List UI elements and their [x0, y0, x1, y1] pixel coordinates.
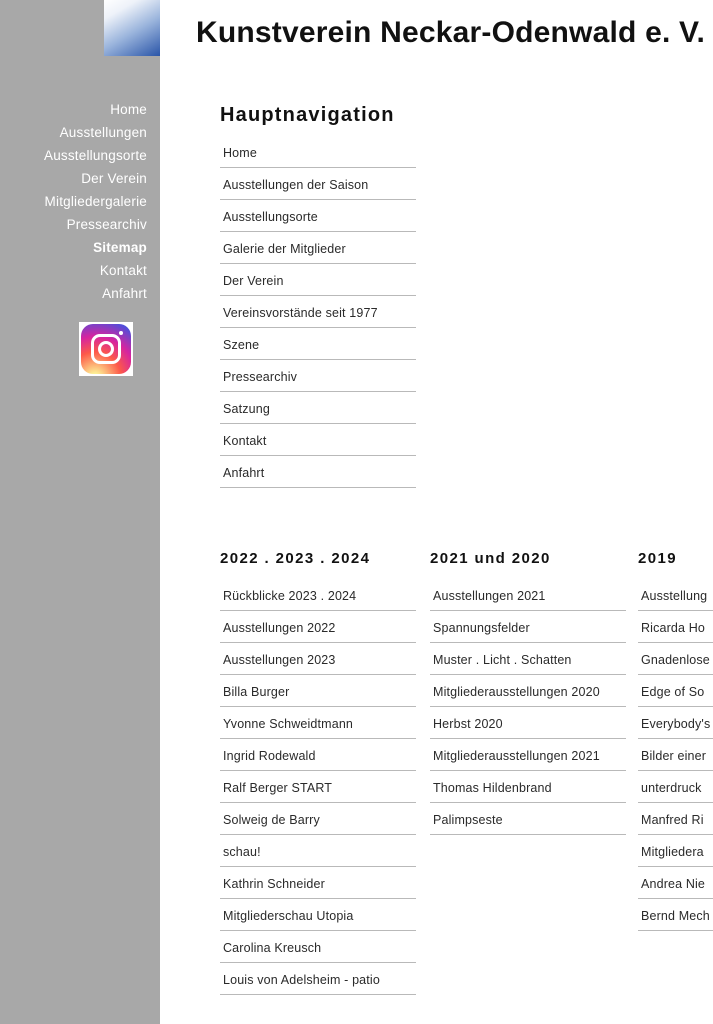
list-item [638, 813, 713, 835]
list-item [220, 370, 416, 392]
sidebar-nav [0, 98, 147, 305]
list-item [220, 909, 416, 931]
list-item [220, 845, 416, 867]
link-palimpseste[interactable]: Palimpseste [433, 813, 503, 827]
list-item [220, 749, 416, 771]
sidebar-item-ausstellungsorte[interactable]: Ausstellungsorte [43, 148, 147, 163]
link-everybodys[interactable]: Everybody's [641, 717, 711, 731]
list-item [430, 813, 626, 835]
archive-column-2021-2020 [430, 550, 626, 845]
link-ausstellungsorte[interactable]: Ausstellungsorte [223, 210, 318, 224]
list-item [220, 242, 416, 264]
list-item [220, 210, 416, 232]
link-kontakt[interactable]: Kontakt [223, 434, 267, 448]
primary-link-column [220, 146, 416, 498]
link-manfred-ri[interactable]: Manfred Ri [641, 813, 704, 827]
list-item [220, 813, 416, 835]
link-herbst-2020[interactable]: Herbst 2020 [433, 717, 503, 731]
column-heading: 2022 . 2023 . 2024 [220, 550, 371, 567]
link-kathrin-schneider[interactable]: Kathrin Schneider [223, 877, 325, 891]
list-item [220, 178, 416, 200]
link-muster-licht-schatten[interactable]: Muster . Licht . Schatten [433, 653, 572, 667]
list-item [220, 466, 416, 488]
primary-link-list [220, 146, 416, 488]
link-ausstellungen-der-saison[interactable]: Ausstellungen der Saison [223, 178, 369, 192]
link-der-verein[interactable]: Der Verein [223, 274, 284, 288]
list-item [430, 781, 626, 803]
link-solweig-de-barry[interactable]: Solweig de Barry [223, 813, 320, 827]
instagram-icon[interactable] [79, 322, 133, 376]
site-title: Kunstverein Neckar-Odenwald e. V. [196, 16, 706, 49]
instagram-glyph [81, 324, 131, 374]
link-bernd-mech[interactable]: Bernd Mech [641, 909, 710, 923]
sidebar-item-kontakt[interactable]: Kontakt [99, 263, 147, 278]
list-item [220, 274, 416, 296]
list-item [220, 717, 416, 739]
link-anfahrt[interactable]: Anfahrt [223, 466, 265, 480]
link-gnadenlose[interactable]: Gnadenlose [641, 653, 710, 667]
list-item [220, 781, 416, 803]
link-mitgliedera[interactable]: Mitgliedera [641, 845, 704, 859]
link-pressearchiv[interactable]: Pressearchiv [223, 370, 298, 384]
list-item [220, 402, 416, 424]
sidebar-item-pressearchiv[interactable]: Pressearchiv [66, 217, 147, 232]
list-item [430, 589, 626, 611]
column-heading: 2021 und 2020 [430, 550, 551, 567]
list-item [638, 877, 713, 899]
link-galerie-der-mitglieder[interactable]: Galerie der Mitglieder [223, 242, 346, 256]
list-item [430, 717, 626, 739]
list-item [638, 685, 713, 707]
list-item [220, 877, 416, 899]
archive-link-list [220, 589, 416, 995]
link-rueckblicke-2023-2024[interactable]: Rückblicke 2023 . 2024 [223, 589, 357, 603]
column-heading: 2019 [638, 550, 677, 567]
sidebar-item-mitgliedergalerie[interactable]: Mitgliedergalerie [44, 194, 147, 209]
list-item [638, 589, 713, 611]
sidebar-item-ausstellungen[interactable]: Ausstellungen [59, 125, 147, 140]
list-item [638, 845, 713, 867]
link-szene[interactable]: Szene [223, 338, 260, 352]
list-item [220, 685, 416, 707]
list-item [430, 653, 626, 675]
link-home[interactable]: Home [223, 146, 257, 160]
link-mitgliederausstellungen-2021[interactable]: Mitgliederausstellungen 2021 [433, 749, 600, 763]
instagram-dot [119, 331, 123, 335]
link-ausstellungen-2019[interactable]: Ausstellung [641, 589, 708, 603]
list-item [638, 909, 713, 931]
logo-gradient-icon [104, 0, 160, 56]
archive-link-list [638, 589, 713, 931]
link-ausstellungen-2023[interactable]: Ausstellungen 2023 [223, 653, 336, 667]
link-andrea-nie[interactable]: Andrea Nie [641, 877, 706, 891]
list-item [220, 146, 416, 168]
sidebar-item-home[interactable]: Home [110, 102, 147, 117]
site-header [160, 0, 713, 64]
sidebar-item-anfahrt[interactable]: Anfahrt [102, 286, 147, 301]
list-item [220, 621, 416, 643]
link-carolina-kreusch[interactable]: Carolina Kreusch [223, 941, 322, 955]
main-content [160, 62, 713, 1024]
sidebar-item-der-verein[interactable]: Der Verein [81, 171, 147, 186]
link-vereinsvorstaende-seit-1977[interactable]: Vereinsvorstände seit 1977 [223, 306, 378, 320]
list-item [220, 973, 416, 995]
link-bilder-einer[interactable]: Bilder einer [641, 749, 707, 763]
link-mitgliederschau-utopia[interactable]: Mitgliederschau Utopia [223, 909, 354, 923]
link-satzung[interactable]: Satzung [223, 402, 270, 416]
list-item [638, 781, 713, 803]
list-item [638, 653, 713, 675]
link-mitgliederausstellungen-2020[interactable]: Mitgliederausstellungen 2020 [433, 685, 600, 699]
sidebar-item-sitemap[interactable]: Sitemap [93, 240, 147, 255]
list-item [220, 434, 416, 456]
list-item [220, 589, 416, 611]
link-yvonne-schweidtmann[interactable]: Yvonne Schweidtmann [223, 717, 354, 731]
list-item [638, 621, 713, 643]
link-schau[interactable]: schau! [223, 845, 261, 859]
link-ralf-berger-start[interactable]: Ralf Berger START [223, 781, 333, 795]
link-ausstellungen-2022[interactable]: Ausstellungen 2022 [223, 621, 336, 635]
sidebar [0, 0, 160, 1024]
instagram-lens [98, 341, 114, 357]
list-item [430, 749, 626, 771]
link-billa-burger[interactable]: Billa Burger [223, 685, 290, 699]
link-ricarda-ho[interactable]: Ricarda Ho [641, 621, 706, 635]
link-unterdruck[interactable]: unterdruck [641, 781, 702, 795]
list-item [220, 653, 416, 675]
page-title: Hauptnavigation [220, 104, 395, 126]
link-edge-of-so[interactable]: Edge of So [641, 685, 705, 699]
list-item [638, 717, 713, 739]
archive-column-2019 [638, 550, 713, 941]
archive-link-list [430, 589, 626, 835]
archive-column-2022-2024 [220, 550, 416, 1005]
link-spannungsfelder[interactable]: Spannungsfelder [433, 621, 530, 635]
list-item [220, 306, 416, 328]
link-ausstellungen-2021[interactable]: Ausstellungen 2021 [433, 589, 546, 603]
list-item [220, 338, 416, 360]
link-louis-von-adelsheim-patio[interactable]: Louis von Adelsheim - patio [223, 973, 380, 987]
list-item [430, 621, 626, 643]
list-item [638, 749, 713, 771]
link-ingrid-rodewald[interactable]: Ingrid Rodewald [223, 749, 316, 763]
list-item [220, 941, 416, 963]
link-thomas-hildenbrand[interactable]: Thomas Hildenbrand [433, 781, 552, 795]
list-item [430, 685, 626, 707]
